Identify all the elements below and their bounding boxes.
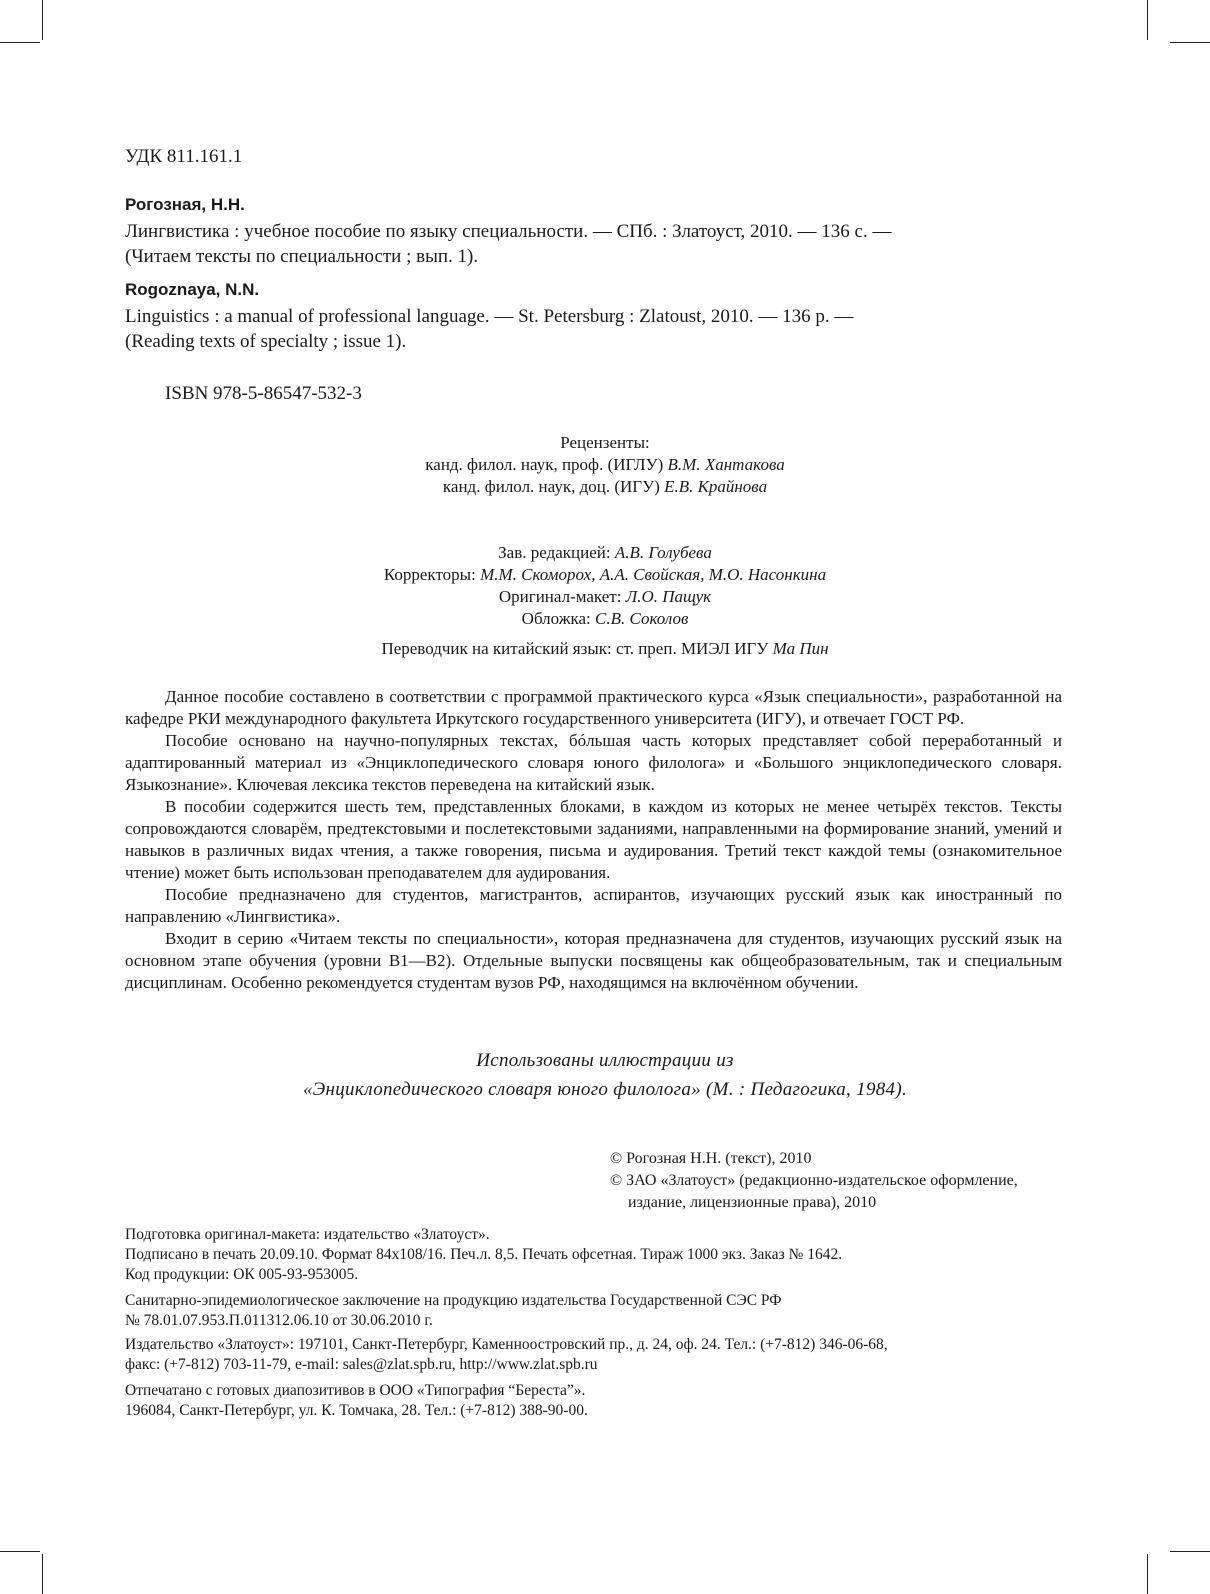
translator-name: Ма Пин — [772, 639, 829, 658]
annotation — [125, 686, 1062, 994]
illustrations-credit — [0, 1047, 1210, 1103]
reviewer-1-title: канд. филол. наук, проф. (ИГЛУ) — [425, 455, 664, 474]
en-entry-line-2: (Reading texts of specialty ; issue 1). — [125, 331, 407, 352]
crop-mark-top-right-v — [1147, 0, 1148, 40]
annotation-paragraph: Пособие предназначено для студентов, магистрантов, аспирантов, изучающих русский язык как иностранный по направлению «Лингвистика». — [125, 885, 1062, 926]
imprint-sanitary-1: Санитарно-эпидемиологическое заключение на продукцию издательства Государственной СЭС РФ — [125, 1292, 782, 1309]
crop-mark-top-right-h — [1170, 42, 1210, 43]
illustrations-line-2: «Энциклопедического словаря юного филолога» (М. : Педагогика, 1984). — [302, 1079, 908, 1100]
ru-entry-line-1: Лингвистика : учебное пособие по языку специальности. — СПб. : Златоуст, 2010. — 136 с. — — [125, 221, 892, 242]
crop-mark-bottom-right-v — [1147, 1554, 1148, 1594]
editor-line — [0, 542, 1210, 564]
ru-author: Рогозная, Н.Н. — [125, 195, 245, 214]
cover-name: С.В. Соколов — [595, 609, 689, 628]
staff-block — [0, 542, 1210, 660]
translator-label: Переводчик на китайский язык: ст. преп. МИЭЛ ИГУ — [381, 639, 769, 658]
imprint-publisher-1: Издательство «Златоуст»: 197101, Санкт-Петербург, Каменноостровский пр., д. 24, оф. 24. Тел.: (+7-812) 346-06-68, — [125, 1336, 888, 1353]
annotation-paragraph: Пособие основано на научно-популярных текстах, бóльшая часть которых представляет собой переработанный и адаптированный материал из «Энциклопедического словаря юного филолога» и «Большого энциклопедического словаря. Языкознание». Ключевая лексика текстов переведена на китайский язык. — [125, 731, 1062, 794]
en-entry-line-1: Linguistics : a manual of professional language. — St. Petersburg : Zlatoust, 2010. — 136 p. — — [125, 306, 854, 327]
crop-mark-top-left-v — [42, 0, 43, 40]
copyright-publisher: © ЗАО «Златоуст» (редакционно-издательское оформление, — [610, 1172, 1018, 1189]
annotation-paragraph: В пособии содержится шесть тем, представленных блоками, в каждом из которых не менее четырёх текстов. Тексты сопровождаются словарём, предтекстовыми и послетекстовыми заданиями, направленными на формирование знаний, умений и навыков в различных видах чтения, а также говорения, письма и аудирования. Третий текст каждой темы (ознакомительное чтение) может быть использован преподавателем для аудирования. — [125, 797, 1062, 882]
crop-mark-bottom-right-h — [1170, 1551, 1210, 1552]
copyright-author: © Рогозная Н.Н. (текст), 2010 — [610, 1150, 812, 1167]
copyright-block — [610, 1148, 1018, 1214]
imprint-printer-1: Отпечатано с готовых диапозитивов в ООО «Типография “Береста”». — [125, 1382, 586, 1399]
udk-code: УДК 811.161.1 — [125, 146, 243, 167]
crop-mark-bottom-left-h — [0, 1551, 40, 1552]
reviewer-1-name: В.М. Хантакова — [667, 455, 785, 474]
layout-label: Оригинал-макет: — [498, 587, 622, 606]
crop-mark-bottom-left-v — [42, 1554, 43, 1594]
editor-name: А.В. Голубева — [614, 543, 712, 562]
layout-line — [0, 586, 1210, 608]
reviewers-heading: Рецензенты: — [560, 433, 650, 452]
en-author: Rogoznaya, N.N. — [125, 280, 260, 299]
ru-entry-line-2: (Читаем тексты по специальности ; вып. 1). — [125, 246, 479, 267]
imprint-sanitary-2: № 78.01.07.953.П.011312.06.10 от 30.06.2010 г. — [125, 1312, 433, 1329]
translator-line — [0, 638, 1210, 660]
cover-label: Обложка: — [521, 609, 591, 628]
reviewers-block — [0, 432, 1210, 498]
editor-label: Зав. редакцией: — [498, 543, 611, 562]
imprint-prep: Подготовка оригинал-макета: издательство «Златоуст». — [125, 1226, 490, 1243]
copyright-publisher-cont: издание, лицензионные права), 2010 — [628, 1194, 877, 1211]
isbn: ISBN 978-5-86547-532-3 — [165, 383, 362, 404]
reviewer-2 — [0, 476, 1210, 498]
correctors-label: Корректоры: — [383, 565, 476, 584]
imprint-signed: Подписано в печать 20.09.10. Формат 84х108/16. Печ.л. 8,5. Печать офсетная. Тираж 1000 экз. Заказ № 1642. — [125, 1246, 843, 1263]
reviewer-1 — [0, 454, 1210, 476]
imprint-publisher-2: факс: (+7-812) 703-11-79, e-mail: sales@zlat.spb.ru, http://www.zlat.spb.ru — [125, 1356, 598, 1373]
imprint-code: Код продукции: ОК 005-93-953005. — [125, 1266, 359, 1283]
cover-line — [0, 608, 1210, 630]
layout-name: Л.О. Пащук — [625, 587, 712, 606]
correctors-line — [0, 564, 1210, 586]
illustrations-line-1: Использованы иллюстрации из — [476, 1050, 734, 1071]
reviewer-2-title: канд. филол. наук, доц. (ИГУ) — [442, 477, 660, 496]
annotation-paragraph: Входит в серию «Читаем тексты по специальности», которая предназначена для студентов, изучающих русский язык на основном этапе обучения (уровни В1—В2). Отдельные выпуски посвящены как общеобразовательным, так и специальным дисциплинам. Особенно рекомендуется студентам вузов РФ, находящимся на включённом обучении. — [125, 929, 1062, 992]
imprint-printer-2: 196084, Санкт-Петербург, ул. К. Томчака, 28. Тел.: (+7-812) 388-90-00. — [125, 1402, 588, 1419]
crop-mark-top-left-h — [0, 42, 40, 43]
annotation-paragraph: Данное пособие составлено в соответствии с программой практического курса «Язык специальности», разработанной на кафедре РКИ международного факультета Иркутского государственного университета (ИГУ), и отвечает ГОСТ РФ. — [125, 687, 1062, 728]
reviewer-2-name: Е.В. Крайнова — [664, 477, 768, 496]
correctors-names: М.М. Скоморох, А.А. Свойская, М.О. Насонкина — [480, 565, 827, 584]
